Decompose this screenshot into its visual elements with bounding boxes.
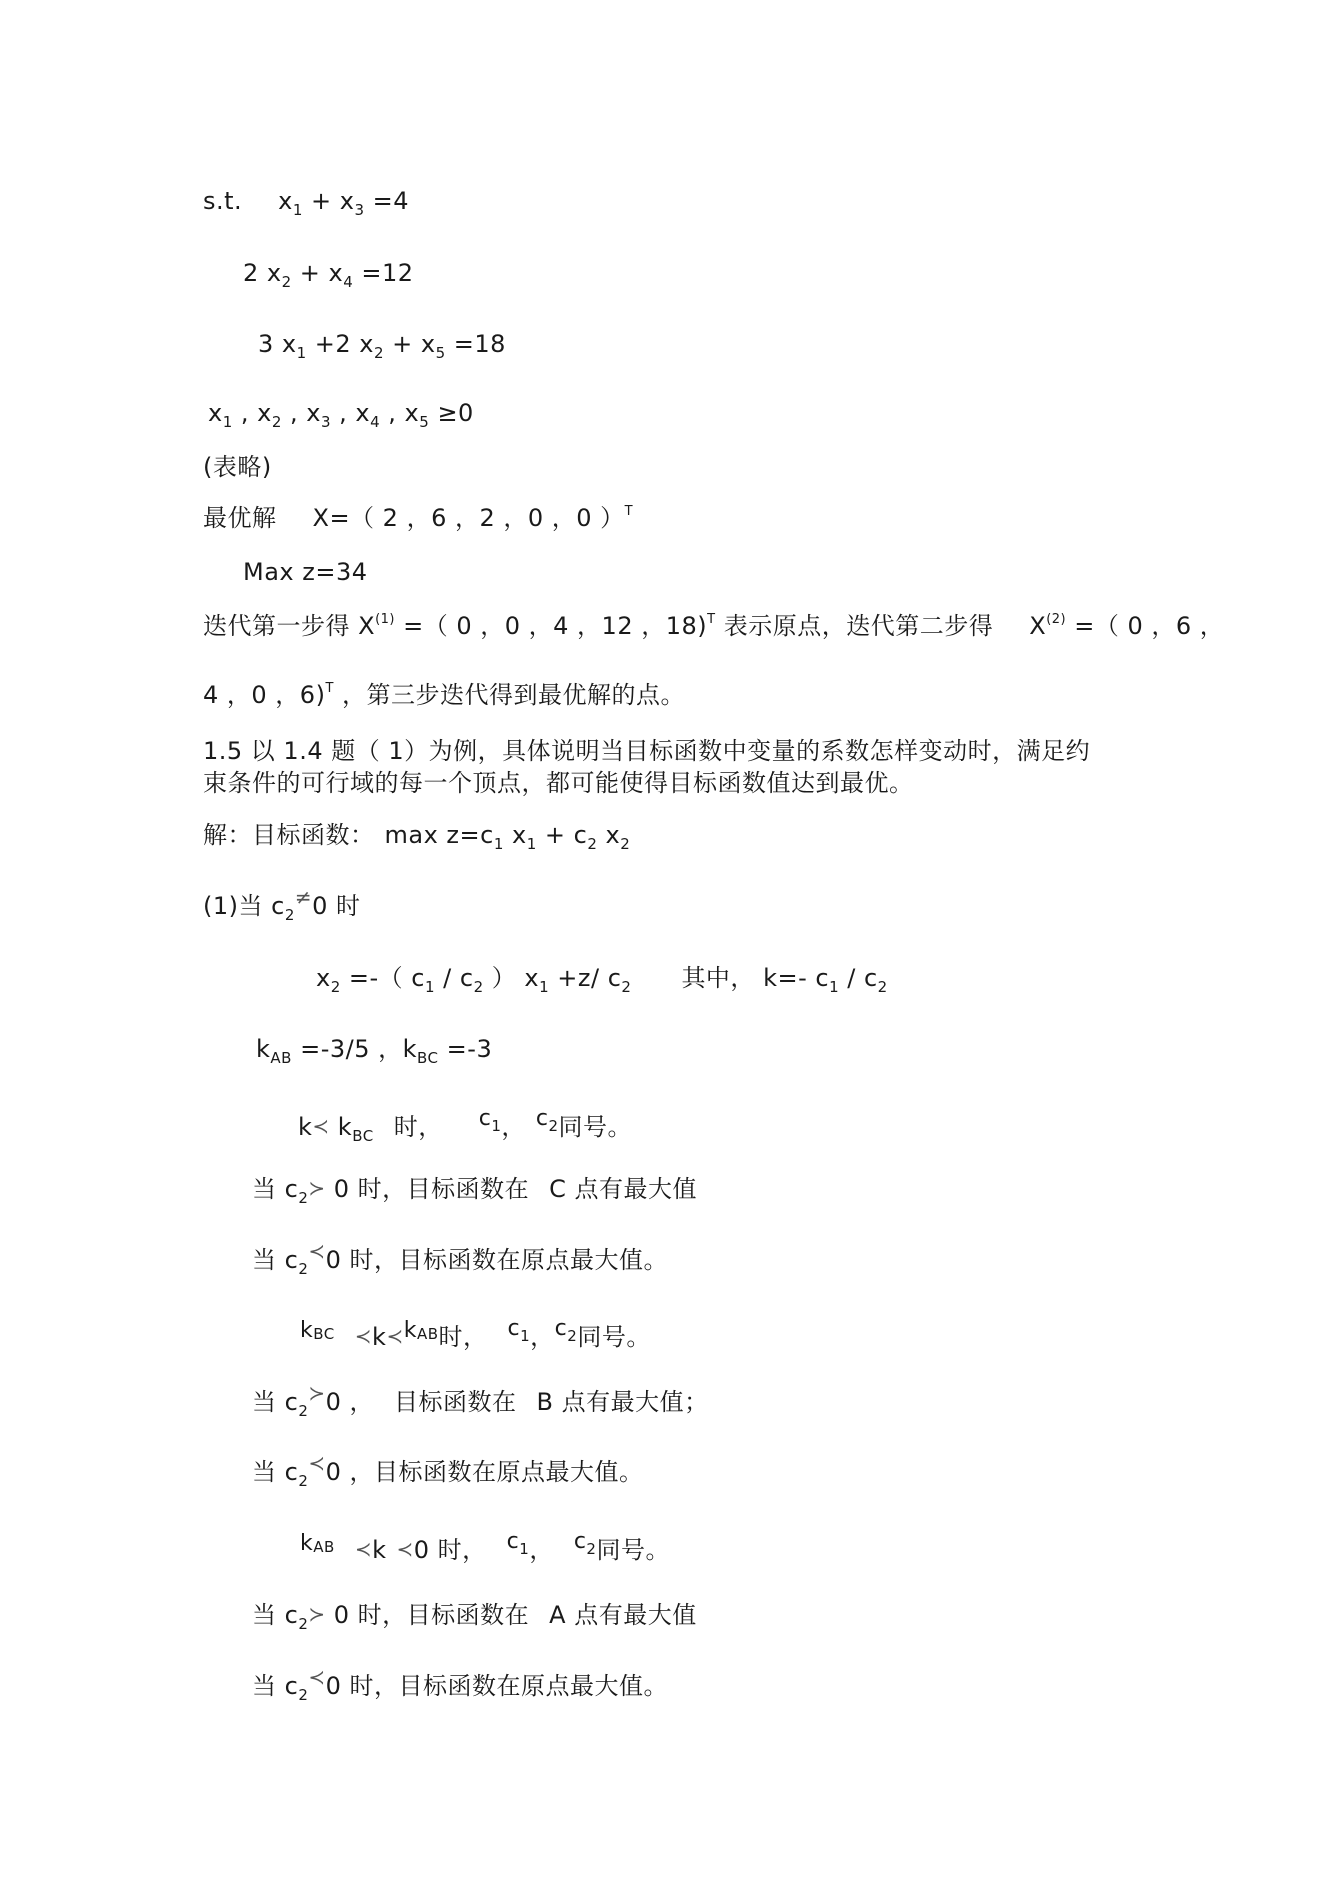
- problem-1-5-line-2: 束条件的可行域的每一个顶点，都可能使得目标函数值达到最优。: [203, 769, 914, 797]
- case-c2-positive-b-line: 当 $c_2^≻0$ ， 目标函数在 B 点有最大值；: [252, 1381, 709, 1420]
- optimal-solution-line: 最优解 X=（ 2 ，6 ，2 ，0 ，0 ）$^T$: [203, 504, 634, 532]
- case-c2-negative-origin-line-1: 当 $c_2^≺0$ 时，目标函数在原点最大值。: [252, 1239, 669, 1278]
- condition-k-lt-kbc-line: k≺ $k_{BC}$ 时， c1， c2同号。: [298, 1106, 633, 1145]
- solution-objective-line: 解：目标函数： $\max z=c_1$ $x_1 + c_2$ $x_2$: [203, 821, 631, 853]
- case-c2-positive-a-line: 当 $c_2≻$ 0 时，目标函数在 A 点有最大值: [252, 1601, 697, 1633]
- slope-formula-line: $x_2$ =-（ $c_1 / c_2$ ） $x_1 +z/$ $c_2$ 其中， k=- $c_1 / c_2$: [316, 964, 888, 996]
- iteration-line-1: 迭代第一步得 $X^{(1)}$ =（ 0 ，0 ，4 ，12 ，18)$^T$ 表示原点，迭代第二步得 $X^{(2)}$ =（ 0 ，6 ，: [203, 612, 1225, 640]
- case-1-heading: (1)当 $c_2^\ne 0$ 时: [203, 885, 361, 924]
- case-c2-negative-origin-line-3: 当 $c_2^≺0$ 时，目标函数在原点最大值。: [252, 1665, 669, 1704]
- nonnegativity-line: $x_1$ , $x_2$ , $x_3$ , $x_4$ , $x_5 \ge 0$: [208, 399, 474, 431]
- constraint-2-line: 2 $x_2 + x_4 =12$: [243, 259, 414, 291]
- condition-kab-lt-k-lt-0-line: $k^{AB}$ ≺k ≺0 时， c1， c2同号。: [300, 1529, 670, 1564]
- max-z-line: Max z=34: [243, 558, 368, 586]
- case-c2-positive-c-line: 当 $c_2≻$ 0 时，目标函数在 C 点有最大值: [252, 1175, 698, 1207]
- condition-kbc-lt-k-lt-kab-line: $k^{BC}$ $≺k≺k^{AB}$时， c1，c2同号。: [300, 1316, 651, 1351]
- case-c2-negative-origin-line-2: 当 $c_2^≺0$ ，目标函数在原点最大值。: [252, 1451, 644, 1490]
- constraint-st-line: s.t. $x_1 + x_3 =4$: [203, 187, 410, 219]
- slopes-kab-kbc-line: $k_{AB} =-3/5$ ，$k_{BC} =-3$: [256, 1035, 493, 1067]
- constraint-3-line: 3 $x_1 +2$ $x_2 + x_5 =18$: [258, 330, 506, 362]
- iteration-line-2: 4 ，0 ，6)$^T$ ，第三步迭代得到最优解的点。: [203, 681, 686, 709]
- problem-1-5-line-1: 1.5 以 1.4 题（ 1）为例，具体说明当目标函数中变量的系数怎样变动时，满足约: [203, 737, 1091, 765]
- table-omitted-note: (表略): [203, 453, 272, 481]
